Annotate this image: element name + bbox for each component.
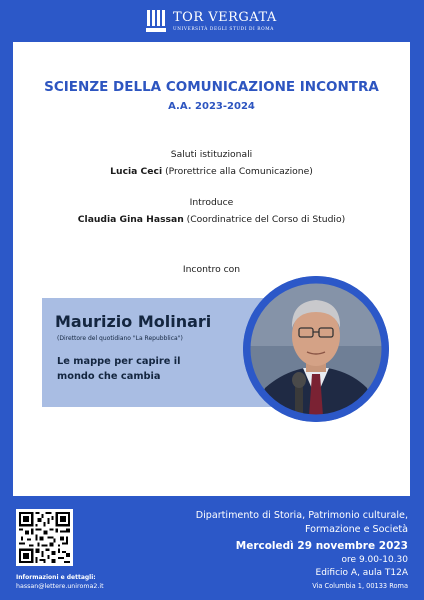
event-time: ore 9.00-10.30	[341, 555, 408, 565]
academic-year: A.A. 2023-2024	[168, 101, 255, 112]
talk-title-line2: mondo che cambia	[57, 371, 161, 382]
intro-line	[13, 214, 410, 225]
university-logo-icon	[146, 8, 168, 34]
intro-name: Claudia Gina Hassan	[77, 214, 184, 225]
department-line2: Formazione e Società	[304, 524, 408, 535]
greetings-role: (Prorettrice alla Comunicazione)	[165, 166, 313, 177]
greetings-line	[13, 166, 410, 177]
event-room: Edificio A, aula T12A	[315, 568, 408, 578]
event-title: SCIENZE DELLA COMUNICAZIONE INCONTRA	[44, 79, 379, 95]
event-date: Mercoledì 29 novembre 2023	[235, 540, 408, 552]
contact-email[interactable]: hassan@lettere.uniroma2.it	[16, 583, 104, 590]
speaker-role: (Direttore del quotidiano "La Repubblica")	[57, 335, 183, 342]
event-address: Via Columbia 1, 00133 Roma	[312, 582, 408, 590]
logo-title: TOR VERGATA	[173, 9, 277, 25]
greetings-name: Lucia Ceci	[110, 166, 163, 177]
meeting-label: Incontro con	[182, 264, 241, 275]
speaker-name: Maurizio Molinari	[55, 312, 212, 331]
greetings-label: Saluti istituzionali	[170, 149, 253, 160]
intro-role: (Coordinatrice del Corso di Studio)	[186, 214, 346, 225]
logo-subtitle: UNIVERSITÀ DEGLI STUDI DI ROMA	[173, 26, 274, 32]
department-line1: Dipartimento di Storia, Patrimonio culturale,	[195, 510, 408, 521]
talk-title-line1: Le mappe per capire il	[57, 356, 181, 367]
info-label: Informazioni e dettagli:	[16, 574, 96, 581]
speaker-box	[42, 298, 277, 407]
talk-title	[57, 354, 217, 384]
poster-card	[13, 42, 410, 496]
intro-label: Introduce	[189, 197, 234, 208]
speaker-photo	[243, 276, 389, 422]
university-logo	[146, 6, 277, 36]
qr-code[interactable]	[16, 509, 73, 566]
